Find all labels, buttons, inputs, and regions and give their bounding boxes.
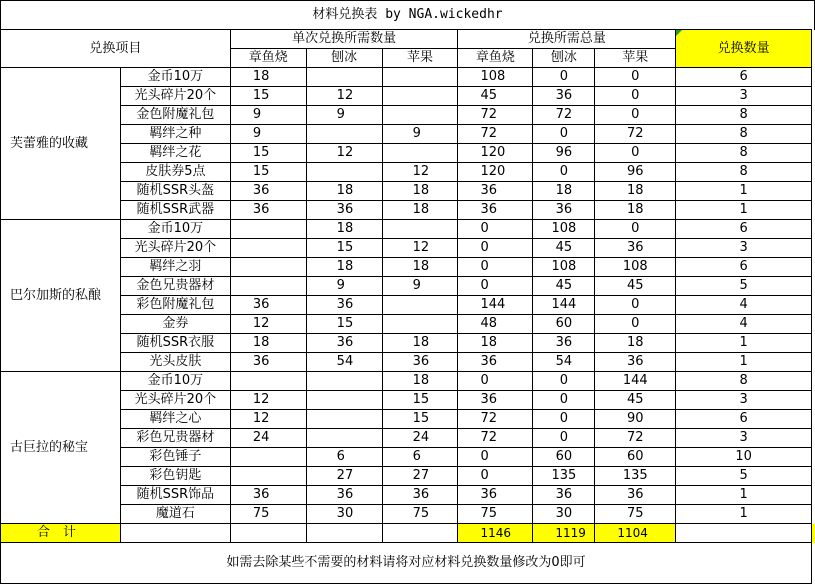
header-total-col3[interactable]: 苹果 bbox=[595, 49, 676, 68]
item-name-cell[interactable]: 随机SSR衣服 bbox=[120, 334, 230, 353]
total-apple-cell[interactable]: 36 bbox=[595, 239, 676, 258]
total-octopus-cell[interactable]: 108 bbox=[458, 68, 533, 87]
total-octopus-cell[interactable]: 144 bbox=[458, 296, 533, 315]
single-shaved-ice-cell[interactable] bbox=[306, 391, 382, 410]
table-row bbox=[1, 258, 815, 277]
single-octopus-cell[interactable]: 75 bbox=[230, 505, 306, 524]
exchange-count-cell[interactable]: 8 bbox=[676, 125, 812, 144]
total-apple-cell[interactable]: 144 bbox=[595, 372, 676, 391]
total-shaved-ice-cell[interactable]: 96 bbox=[533, 144, 595, 163]
item-name-cell[interactable]: 彩色附魔礼包 bbox=[120, 296, 230, 315]
item-name-cell[interactable]: 光头碎片20个 bbox=[120, 239, 230, 258]
total-apple-cell[interactable]: 45 bbox=[595, 391, 676, 410]
total-shaved-ice-cell[interactable]: 36 bbox=[533, 87, 595, 106]
total-octopus-cell[interactable]: 72 bbox=[458, 410, 533, 429]
table-row bbox=[1, 87, 815, 106]
total-shaved-ice-cell[interactable]: 135 bbox=[533, 467, 595, 486]
exchange-count-cell[interactable]: 8 bbox=[676, 144, 812, 163]
single-shaved-ice-cell[interactable] bbox=[306, 125, 382, 144]
item-name-cell[interactable]: 随机SSR头盔 bbox=[120, 182, 230, 201]
header-single-col1[interactable]: 章鱼烧 bbox=[230, 49, 306, 68]
single-shaved-ice-cell[interactable]: 15 bbox=[306, 239, 382, 258]
total-apple-cell[interactable]: 108 bbox=[595, 258, 676, 277]
item-name-cell[interactable]: 彩色钥匙 bbox=[120, 467, 230, 486]
table-row bbox=[1, 467, 815, 486]
single-apple-cell[interactable]: 12 bbox=[382, 239, 458, 258]
table-row bbox=[1, 163, 815, 182]
header-total[interactable]: 兑换所需总量 bbox=[458, 30, 676, 49]
total-apple-cell[interactable]: 18 bbox=[595, 182, 676, 201]
single-octopus-cell[interactable] bbox=[230, 239, 306, 258]
exchange-count-cell[interactable]: 8 bbox=[676, 163, 812, 182]
single-shaved-ice-cell[interactable]: 30 bbox=[306, 505, 382, 524]
total-octopus-cell[interactable]: 75 bbox=[458, 505, 533, 524]
single-octopus-cell[interactable]: 18 bbox=[230, 334, 306, 353]
single-shaved-ice-cell[interactable]: 18 bbox=[306, 220, 382, 239]
exchange-count-cell[interactable]: 3 bbox=[676, 391, 812, 410]
total-octopus-cell[interactable]: 36 bbox=[458, 353, 533, 372]
single-apple-cell[interactable]: 18 bbox=[382, 258, 458, 277]
item-name-cell[interactable]: 金币10万 bbox=[120, 220, 230, 239]
single-octopus-cell[interactable]: 15 bbox=[230, 144, 306, 163]
table-row bbox=[1, 182, 815, 201]
total-octopus-cell[interactable]: 0 bbox=[458, 448, 533, 467]
exchange-count-cell[interactable]: 1 bbox=[676, 505, 812, 524]
single-apple-cell[interactable] bbox=[382, 87, 458, 106]
total-apple-cell[interactable]: 72 bbox=[595, 125, 676, 144]
single-octopus-cell[interactable]: 15 bbox=[230, 163, 306, 182]
exchange-count-cell[interactable]: 6 bbox=[676, 410, 812, 429]
total-apple-cell[interactable]: 0 bbox=[595, 144, 676, 163]
total-shaved-ice-cell[interactable]: 36 bbox=[533, 486, 595, 505]
header-count[interactable]: 兑换数量 bbox=[676, 30, 812, 68]
single-apple-cell[interactable] bbox=[382, 144, 458, 163]
exchange-count-cell[interactable]: 3 bbox=[676, 239, 812, 258]
total-shaved-ice-cell[interactable]: 0 bbox=[533, 391, 595, 410]
total-octopus-cell[interactable]: 72 bbox=[458, 106, 533, 125]
table-row bbox=[1, 391, 815, 410]
single-apple-cell[interactable]: 12 bbox=[382, 163, 458, 182]
total-octopus-cell[interactable]: 0 bbox=[458, 372, 533, 391]
item-name-cell[interactable]: 皮肤券5点 bbox=[120, 163, 230, 182]
totals-blank-item[interactable] bbox=[120, 524, 230, 543]
total-octopus-cell[interactable]: 48 bbox=[458, 315, 533, 334]
total-shaved-ice-cell[interactable]: 108 bbox=[533, 220, 595, 239]
single-apple-cell[interactable] bbox=[382, 106, 458, 125]
table-row bbox=[1, 353, 815, 372]
table-row bbox=[1, 429, 815, 448]
total-octopus-cell[interactable]: 0 bbox=[458, 239, 533, 258]
exchange-count-cell[interactable]: 6 bbox=[676, 220, 812, 239]
table-row bbox=[1, 144, 815, 163]
exchange-count-cell[interactable]: 1 bbox=[676, 334, 812, 353]
single-apple-cell[interactable]: 6 bbox=[382, 448, 458, 467]
total-octopus-cell[interactable]: 0 bbox=[458, 220, 533, 239]
single-apple-cell[interactable]: 75 bbox=[382, 505, 458, 524]
item-name-cell[interactable]: 金券 bbox=[120, 315, 230, 334]
total-apple-cell[interactable]: 90 bbox=[595, 410, 676, 429]
single-apple-cell[interactable] bbox=[382, 315, 458, 334]
total-shaved-ice-cell[interactable]: 144 bbox=[533, 296, 595, 315]
total-apple-cell[interactable]: 18 bbox=[595, 201, 676, 220]
single-shaved-ice-cell[interactable] bbox=[306, 372, 382, 391]
totals-apple[interactable]: 1104 bbox=[595, 524, 676, 543]
total-shaved-ice-cell[interactable]: 0 bbox=[533, 163, 595, 182]
total-apple-cell[interactable]: 96 bbox=[595, 163, 676, 182]
exchange-count-cell[interactable]: 5 bbox=[676, 467, 812, 486]
single-octopus-cell[interactable]: 9 bbox=[230, 106, 306, 125]
total-octopus-cell[interactable]: 120 bbox=[458, 163, 533, 182]
total-shaved-ice-cell[interactable]: 18 bbox=[533, 182, 595, 201]
total-shaved-ice-cell[interactable]: 45 bbox=[533, 239, 595, 258]
table-row bbox=[1, 277, 815, 296]
single-octopus-cell[interactable]: 36 bbox=[230, 201, 306, 220]
total-shaved-ice-cell[interactable]: 30 bbox=[533, 505, 595, 524]
total-octopus-cell[interactable]: 72 bbox=[458, 429, 533, 448]
total-octopus-cell[interactable]: 36 bbox=[458, 201, 533, 220]
single-octopus-cell[interactable]: 18 bbox=[230, 68, 306, 87]
item-name-cell[interactable]: 羁绊之花 bbox=[120, 144, 230, 163]
total-apple-cell[interactable]: 18 bbox=[595, 334, 676, 353]
total-shaved-ice-cell[interactable]: 0 bbox=[533, 429, 595, 448]
total-octopus-cell[interactable]: 36 bbox=[458, 486, 533, 505]
single-shaved-ice-cell[interactable] bbox=[306, 163, 382, 182]
single-shaved-ice-cell[interactable] bbox=[306, 68, 382, 87]
single-apple-cell[interactable]: 18 bbox=[382, 182, 458, 201]
exchange-count-cell[interactable]: 1 bbox=[676, 182, 812, 201]
table-row bbox=[1, 410, 815, 429]
totals-octopus[interactable]: 1146 bbox=[458, 524, 533, 543]
single-apple-cell[interactable] bbox=[382, 296, 458, 315]
total-octopus-cell[interactable]: 120 bbox=[458, 144, 533, 163]
table-row bbox=[1, 315, 815, 334]
totals-shaved-ice[interactable]: 1119 bbox=[533, 524, 595, 543]
item-name-cell[interactable]: 彩色锤子 bbox=[120, 448, 230, 467]
single-apple-cell[interactable]: 9 bbox=[382, 277, 458, 296]
total-apple-cell[interactable]: 36 bbox=[595, 353, 676, 372]
single-octopus-cell[interactable] bbox=[230, 277, 306, 296]
single-apple-cell[interactable]: 18 bbox=[382, 372, 458, 391]
single-octopus-cell[interactable] bbox=[230, 467, 306, 486]
totals-blank-single-1[interactable] bbox=[230, 524, 306, 543]
item-name-cell[interactable]: 羁绊之心 bbox=[120, 410, 230, 429]
single-shaved-ice-cell[interactable]: 36 bbox=[306, 334, 382, 353]
exchange-count-cell[interactable]: 6 bbox=[676, 68, 812, 87]
totals-label[interactable]: 合 计 bbox=[1, 524, 121, 543]
table-row bbox=[1, 486, 815, 505]
single-octopus-cell[interactable]: 9 bbox=[230, 125, 306, 144]
header-single-col3[interactable]: 苹果 bbox=[382, 49, 458, 68]
total-apple-cell[interactable]: 0 bbox=[595, 220, 676, 239]
single-shaved-ice-cell[interactable] bbox=[306, 429, 382, 448]
single-shaved-ice-cell[interactable]: 6 bbox=[306, 448, 382, 467]
total-shaved-ice-cell[interactable]: 60 bbox=[533, 448, 595, 467]
item-name-cell[interactable]: 彩色兄贵器材 bbox=[120, 429, 230, 448]
total-apple-cell[interactable]: 72 bbox=[595, 429, 676, 448]
single-shaved-ice-cell[interactable]: 54 bbox=[306, 353, 382, 372]
total-octopus-cell[interactable]: 36 bbox=[458, 182, 533, 201]
exchange-count-cell[interactable]: 4 bbox=[676, 315, 812, 334]
totals-blank-single-2[interactable] bbox=[306, 524, 382, 543]
total-apple-cell[interactable]: 0 bbox=[595, 296, 676, 315]
item-name-cell[interactable]: 光头碎片20个 bbox=[120, 391, 230, 410]
total-octopus-cell[interactable]: 0 bbox=[458, 277, 533, 296]
total-shaved-ice-cell[interactable]: 60 bbox=[533, 315, 595, 334]
exchange-count-cell[interactable]: 1 bbox=[676, 486, 812, 505]
item-name-cell[interactable]: 金币10万 bbox=[120, 68, 230, 87]
table-row bbox=[1, 296, 815, 315]
exchange-count-cell[interactable]: 1 bbox=[676, 353, 812, 372]
total-shaved-ice-cell[interactable]: 72 bbox=[533, 106, 595, 125]
single-shaved-ice-cell[interactable]: 18 bbox=[306, 182, 382, 201]
single-apple-cell[interactable]: 27 bbox=[382, 467, 458, 486]
total-shaved-ice-cell[interactable]: 0 bbox=[533, 410, 595, 429]
total-shaved-ice-cell[interactable]: 54 bbox=[533, 353, 595, 372]
table-row bbox=[1, 334, 815, 353]
item-name-cell[interactable]: 光头碎片20个 bbox=[120, 87, 230, 106]
item-name-cell[interactable]: 羁绊之羽 bbox=[120, 258, 230, 277]
total-octopus-cell[interactable]: 72 bbox=[458, 125, 533, 144]
totals-blank-single-3[interactable] bbox=[382, 524, 458, 543]
table-row bbox=[1, 372, 815, 391]
table-row bbox=[1, 68, 815, 87]
total-shaved-ice-cell[interactable]: 0 bbox=[533, 372, 595, 391]
table-row bbox=[1, 448, 815, 467]
exchange-count-cell[interactable]: 8 bbox=[676, 106, 812, 125]
group-name-cell[interactable]: 巴尔加斯的私酿 bbox=[1, 220, 121, 372]
single-shaved-ice-cell[interactable]: 9 bbox=[306, 106, 382, 125]
single-apple-cell[interactable]: 36 bbox=[382, 353, 458, 372]
header-total-col2[interactable]: 刨冰 bbox=[533, 49, 595, 68]
table-row bbox=[1, 239, 815, 258]
totals-blank-count[interactable] bbox=[676, 524, 812, 543]
single-octopus-cell[interactable]: 36 bbox=[230, 296, 306, 315]
total-shaved-ice-cell[interactable]: 36 bbox=[533, 334, 595, 353]
total-apple-cell[interactable]: 135 bbox=[595, 467, 676, 486]
single-shaved-ice-cell[interactable]: 36 bbox=[306, 296, 382, 315]
single-shaved-ice-cell[interactable]: 18 bbox=[306, 258, 382, 277]
exchange-count-cell[interactable]: 4 bbox=[676, 296, 812, 315]
instruction-note[interactable]: 如需去除某些不需要的材料请将对应材料兑换数量修改为0即可 bbox=[1, 543, 812, 584]
single-shaved-ice-cell[interactable] bbox=[306, 410, 382, 429]
table-row bbox=[1, 220, 815, 239]
item-name-cell[interactable]: 魔道石 bbox=[120, 505, 230, 524]
item-name-cell[interactable]: 羁绊之种 bbox=[120, 125, 230, 144]
single-apple-cell[interactable]: 24 bbox=[382, 429, 458, 448]
single-octopus-cell[interactable] bbox=[230, 448, 306, 467]
single-shaved-ice-cell[interactable]: 12 bbox=[306, 144, 382, 163]
total-octopus-cell[interactable]: 0 bbox=[458, 467, 533, 486]
single-apple-cell[interactable]: 15 bbox=[382, 410, 458, 429]
single-apple-cell[interactable]: 18 bbox=[382, 334, 458, 353]
single-octopus-cell[interactable]: 15 bbox=[230, 87, 306, 106]
total-octopus-cell[interactable]: 45 bbox=[458, 87, 533, 106]
item-name-cell[interactable]: 金币10万 bbox=[120, 372, 230, 391]
item-name-cell[interactable]: 金色兄贵器材 bbox=[120, 277, 230, 296]
total-octopus-cell[interactable]: 36 bbox=[458, 391, 533, 410]
item-name-cell[interactable]: 随机SSR饰品 bbox=[120, 486, 230, 505]
total-apple-cell[interactable]: 36 bbox=[595, 486, 676, 505]
exchange-count-cell[interactable]: 5 bbox=[676, 277, 812, 296]
single-apple-cell[interactable] bbox=[382, 68, 458, 87]
single-octopus-cell[interactable]: 12 bbox=[230, 315, 306, 334]
header-item[interactable]: 兑换项目 bbox=[1, 30, 231, 68]
single-shaved-ice-cell[interactable]: 36 bbox=[306, 486, 382, 505]
group-name-cell[interactable]: 芙蕾雅的收藏 bbox=[1, 68, 121, 220]
single-octopus-cell[interactable]: 36 bbox=[230, 353, 306, 372]
total-apple-cell[interactable]: 0 bbox=[595, 106, 676, 125]
table-row bbox=[1, 505, 815, 524]
total-apple-cell[interactable]: 75 bbox=[595, 505, 676, 524]
total-shaved-ice-cell[interactable]: 36 bbox=[533, 201, 595, 220]
exchange-count-cell[interactable]: 10 bbox=[676, 448, 812, 467]
group-name-cell[interactable]: 古巨拉的秘宝 bbox=[1, 372, 121, 524]
single-apple-cell[interactable]: 9 bbox=[382, 125, 458, 144]
total-apple-cell[interactable]: 0 bbox=[595, 87, 676, 106]
single-shaved-ice-cell[interactable]: 36 bbox=[306, 201, 382, 220]
single-octopus-cell[interactable]: 36 bbox=[230, 486, 306, 505]
total-shaved-ice-cell[interactable]: 0 bbox=[533, 68, 595, 87]
single-shaved-ice-cell[interactable]: 27 bbox=[306, 467, 382, 486]
single-apple-cell[interactable]: 36 bbox=[382, 486, 458, 505]
header-total-col1[interactable]: 章鱼烧 bbox=[458, 49, 533, 68]
header-single[interactable]: 单次兑换所需数量 bbox=[230, 30, 458, 49]
total-octopus-cell[interactable]: 18 bbox=[458, 334, 533, 353]
exchange-count-cell[interactable]: 3 bbox=[676, 429, 812, 448]
total-apple-cell[interactable]: 0 bbox=[595, 315, 676, 334]
table-row bbox=[1, 106, 815, 125]
single-apple-cell[interactable]: 15 bbox=[382, 391, 458, 410]
single-apple-cell[interactable]: 18 bbox=[382, 201, 458, 220]
header-single-col2[interactable]: 刨冰 bbox=[306, 49, 382, 68]
total-shaved-ice-cell[interactable]: 0 bbox=[533, 125, 595, 144]
exchange-count-cell[interactable]: 1 bbox=[676, 201, 812, 220]
single-octopus-cell[interactable]: 12 bbox=[230, 410, 306, 429]
item-name-cell[interactable]: 金色附魔礼包 bbox=[120, 106, 230, 125]
single-octopus-cell[interactable]: 36 bbox=[230, 182, 306, 201]
single-apple-cell[interactable] bbox=[382, 220, 458, 239]
single-shaved-ice-cell[interactable]: 9 bbox=[306, 277, 382, 296]
table-row bbox=[1, 125, 815, 144]
exchange-count-cell[interactable]: 3 bbox=[676, 87, 812, 106]
item-name-cell[interactable]: 光头皮肤 bbox=[120, 353, 230, 372]
total-shaved-ice-cell[interactable]: 108 bbox=[533, 258, 595, 277]
total-octopus-cell[interactable]: 0 bbox=[458, 258, 533, 277]
single-octopus-cell[interactable] bbox=[230, 258, 306, 277]
total-shaved-ice-cell[interactable]: 45 bbox=[533, 277, 595, 296]
total-apple-cell[interactable]: 45 bbox=[595, 277, 676, 296]
single-shaved-ice-cell[interactable]: 15 bbox=[306, 315, 382, 334]
single-octopus-cell[interactable]: 12 bbox=[230, 391, 306, 410]
total-apple-cell[interactable]: 0 bbox=[595, 68, 676, 87]
totals-row bbox=[1, 524, 815, 543]
table-row bbox=[1, 201, 815, 220]
single-octopus-cell[interactable]: 24 bbox=[230, 429, 306, 448]
exchange-count-cell[interactable]: 8 bbox=[676, 372, 812, 391]
exchange-count-cell[interactable]: 6 bbox=[676, 258, 812, 277]
item-name-cell[interactable]: 随机SSR武器 bbox=[120, 201, 230, 220]
sheet-title[interactable]: 材料兑换表 by NGA.wickedhr bbox=[1, 1, 815, 30]
single-octopus-cell[interactable] bbox=[230, 220, 306, 239]
single-octopus-cell[interactable] bbox=[230, 372, 306, 391]
single-shaved-ice-cell[interactable]: 12 bbox=[306, 87, 382, 106]
total-apple-cell[interactable]: 60 bbox=[595, 448, 676, 467]
